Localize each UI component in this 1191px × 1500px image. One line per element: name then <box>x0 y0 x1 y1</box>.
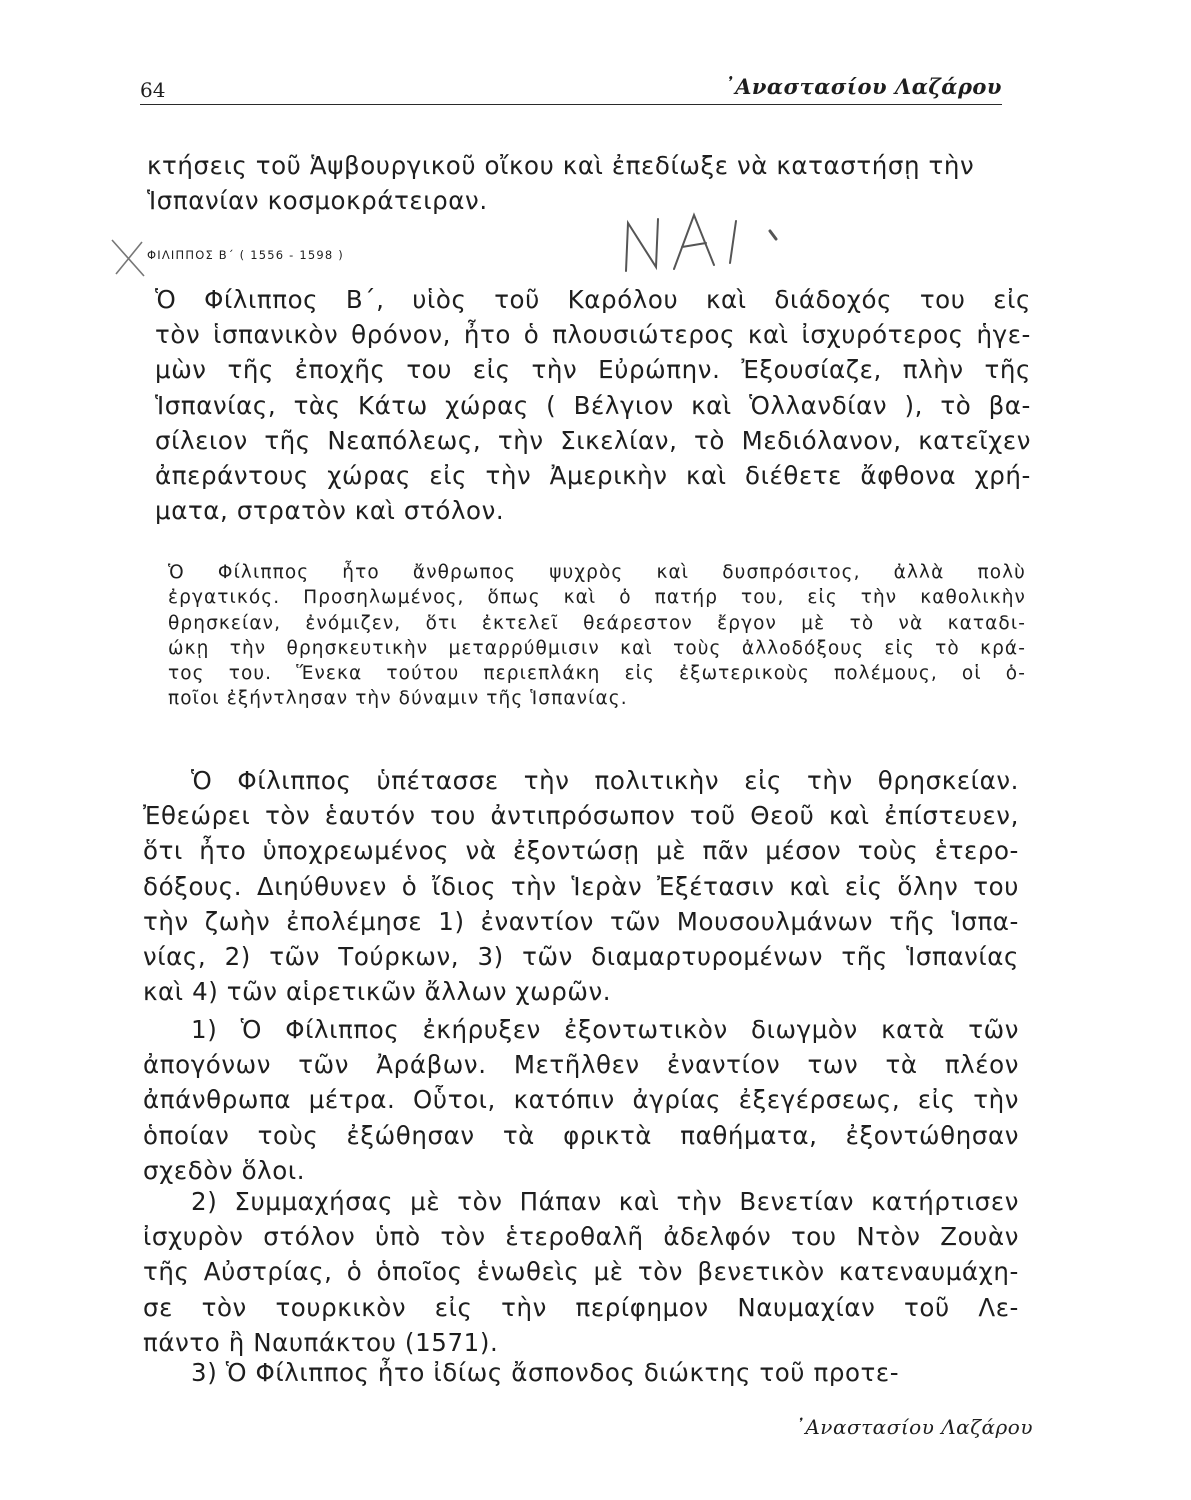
text-line: ώκῃ τὴν θρησκευτικὴν μεταρρύθμισιν καὶ τοὺς ἀλλοδόξους εἰς τὸ κρά- <box>168 637 1026 659</box>
text-line: ἀπάνθρωπα μέτρα. Οὗτοι, κατόπιν ἀγρίας ἐξεγέρσεως, εἰς τὴν <box>143 1085 1019 1115</box>
text-line: θρησκείαν, ἐνόμιζεν, ὅτι ἐκτελεῖ θεάρεστον ἔργον μὲ τὸ νὰ καταδι- <box>168 612 1026 634</box>
paragraph-item-3 <box>143 1355 899 1390</box>
text-line: τὴν ζωὴν ἐπολέμησε 1) ἐναντίον τῶν Μουσουλμάνων τῆς Ἱσπα- <box>143 906 1019 936</box>
text-line: κτήσεις τοῦ Ἁψβουργικοῦ οἴκου καὶ ἐπεδίωξε νὰ καταστήσῃ τὴν <box>147 151 975 180</box>
text-line: 3) Ὁ Φίλιππος ἦτο ἰδίως ἄσπονδος διώκτης τοῦ προτε- <box>191 1358 900 1387</box>
paragraph-politics <box>143 763 1019 1009</box>
page-header <box>140 72 1002 106</box>
text-line: τῆς Αὐστρίας, ὁ ὁποῖος ἑνωθεὶς μὲ τὸν βενετικὸν κατεναυμάχη- <box>143 1257 1019 1287</box>
text-line: σίλειον τῆς Νεαπόλεως, τὴν Σικελίαν, τὸ Μεδιόλανον, κατεῖχεν <box>155 425 1031 455</box>
text-line: Ὁ Φίλιππος Β΄, υἱὸς τοῦ Καρόλου καὶ διάδοχός του εἰς <box>155 285 1031 314</box>
author-signature: ᾽Αναστασίου Λαζάρου <box>794 1415 1033 1439</box>
text-line: τος του. Ἕνεκα τούτου περιεπλάκη εἰς ἐξωτερικοὺς πολέμους, οἱ ὁ- <box>168 663 1026 685</box>
text-line: 2) Συμμαχήσας μὲ τὸν Πάπαν καὶ τὴν Βενετίαν κατήρτισεν <box>191 1187 1019 1216</box>
margin-mark-icon <box>108 236 150 282</box>
text-line: τὸν ἱσπανικὸν θρόνον, ἦτο ὁ πλουσιώτερος καὶ ἰσχυρότερος ἡγε- <box>155 320 1031 350</box>
text-line: σε τὸν τουρκικὸν εἰς τὴν περίφημον Ναυμαχίαν τοῦ Λε- <box>143 1292 1019 1322</box>
header-rule <box>140 104 1002 105</box>
text-line: ποῖοι ἐξήντλησαν τὴν δύναμιν τῆς Ἱσπανίας. <box>168 688 628 710</box>
text-line: ἐργατικός. Προσηλωμένος, ὅπως καὶ ὁ πατήρ του, εἰς τὴν καθολικὴν <box>168 587 1026 609</box>
text-line: 1) Ὁ Φίλιππος ἐκήρυξεν ἐξοντωτικὸν διωγμὸν κατὰ τῶν <box>191 1015 1019 1044</box>
text-line: πάντο ἢ Ναυπάκτου (1571). <box>143 1327 499 1357</box>
handwritten-note <box>598 205 798 285</box>
text-line: ὁποίαν τοὺς ἐξώθησαν τὰ φρικτὰ παθήματα, ἐξοντώθησαν <box>143 1120 1019 1150</box>
text-line: ματα, στρατὸν καὶ στόλον. <box>155 496 505 526</box>
text-line: ἰσχυρὸν στόλον ὑπὸ τὸν ἑτεροθαλῆ ἀδελφόν του Ντὸν Ζουὰν <box>143 1222 1019 1252</box>
text-line: Ἱσπανίαν κοσμοκράτειραν. <box>147 186 488 216</box>
text-line: ὅτι ἦτο ὑποχρεωμένος νὰ ἐξοντώσῃ μὲ πᾶν μέσον τοὺς ἑτερο- <box>143 836 1019 866</box>
text-line: σχεδὸν ὅλοι. <box>143 1155 306 1185</box>
running-head: ᾽Αναστασίου Λαζάρου <box>724 74 1002 99</box>
page-number: 64 <box>140 78 166 102</box>
text-line: καὶ 4) τῶν αἱρετικῶν ἄλλων χωρῶν. <box>143 977 612 1007</box>
text-line: ἀπογόνων τῶν Ἀράβων. Μετῆλθεν ἐναντίον των τὰ πλέον <box>143 1050 1019 1080</box>
paragraph-character <box>168 560 1026 712</box>
text-line: ἀπεράντους χώρας εἰς τὴν Ἀμερικὴν καὶ διέθετε ἄφθονα χρή- <box>155 461 1031 491</box>
paragraph-item-1 <box>143 1012 1019 1188</box>
section-heading: ΦΙΛΙΠΠΟΣ Β΄ ( 1556 - 1598 ) <box>147 248 344 262</box>
text-line: νίας, 2) τῶν Τούρκων, 3) τῶν διαμαρτυρομένων τῆς Ἱσπανίας <box>143 942 1019 972</box>
text-line: Ὁ Φίλιππος ἦτο ἄνθρωπος ψυχρὸς καὶ δυσπρόσιτος, ἀλλὰ πολὺ <box>168 562 1026 583</box>
paragraph-philip <box>155 282 1031 528</box>
text-line: δόξους. Διηύθυνεν ὁ ἴδιος τὴν Ἱερὰν Ἐξέτασιν καὶ εἰς ὅλην του <box>143 871 1019 901</box>
text-line: Ἱσπανίας, τὰς Κάτω χώρας ( Βέλγιον καὶ Ὁλλανδίαν ), τὸ βα- <box>155 390 1031 420</box>
text-line: Ὁ Φίλιππος ὑπέτασσε τὴν πολιτικὴν εἰς τὴν θρησκείαν. <box>191 766 1019 795</box>
intro-paragraph <box>147 148 974 218</box>
paragraph-item-2 <box>143 1184 1019 1360</box>
text-line: μὼν τῆς ἐποχῆς του εἰς τὴν Εὐρώπην. Ἐξουσίαζε, πλὴν τῆς <box>155 355 1031 385</box>
text-line: Ἐθεώρει τὸν ἑαυτόν του ἀντιπρόσωπον τοῦ Θεοῦ καὶ ἐπίστευεν, <box>143 801 1019 831</box>
